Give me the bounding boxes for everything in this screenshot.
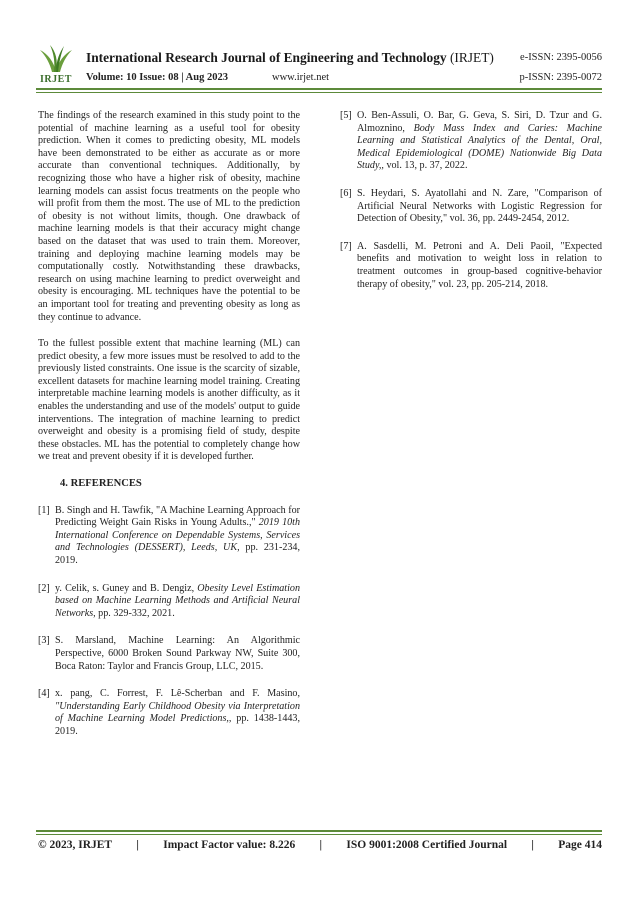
reference-item bbox=[38, 505, 300, 568]
reference-text: S. Marsland, Machine Learning: An Algorithmic Perspective, 6000 Broken Sound Parkway NW, Suite 300, Boca Raton: Taylor and Francis Group, LLC, 2015. bbox=[55, 635, 300, 672]
reference-text: B. Singh and H. Tawfik, "A Machine Learning Approach for Predicting Weight Gain Risks in Young Adults.," 2019 10th International Conference on Dependable Systems, Services and Technologies (DESSERT), Leeds, UK, pp. 231-234, 2019. bbox=[55, 504, 301, 566]
paragraph: To the fullest possible extent that machine learning (ML) can predict obesity, a few more issues must be resolved to add to the previously listed constraints. One issue is the scarcity of sizable, excellent datasets for machine learning model training. Creating interpretable machine learning models is another difficulty, as it enables the understanding and use of the models' output to guide interventions. The integration of machine learning to predict overweight and obesity is a promising field of study, despite these obstacles. ML has the potential to completely change how we treat and prevent obesity if it is developed further. bbox=[38, 338, 300, 463]
page-number: Page 414 bbox=[558, 839, 602, 851]
eissn: e-ISSN: 2395-0056 bbox=[520, 52, 602, 63]
iso-certification: ISO 9001:2008 Certified Journal bbox=[346, 839, 508, 851]
footer-rule bbox=[36, 830, 602, 832]
reference-text: y. Celik, s. Guney and B. Dengiz, Obesity Level Estimation based on Machine Learning Methods and Artificial Neural Networks, pp. 329-332, 2021. bbox=[55, 582, 300, 619]
logo-text: IRJET bbox=[40, 74, 72, 85]
reference-text: A. Sasdelli, M. Petroni and A. Deli Paoil, "Expected benefits and motivation to weight loss in relation to treatment outcomes in group-based cognitive-behavior therapy of obesity," vol. 23, pp. 205-214, 2018. bbox=[357, 240, 602, 290]
reference-item bbox=[38, 583, 300, 621]
section-heading: 4. REFERENCES bbox=[60, 478, 142, 490]
website: www.irjet.net bbox=[272, 72, 330, 83]
reference-item bbox=[340, 110, 602, 173]
reference-number: [1] bbox=[38, 504, 50, 516]
footer-separator: | bbox=[531, 839, 534, 851]
reference-number: [5] bbox=[340, 110, 352, 121]
right-column bbox=[340, 110, 602, 306]
reference-number: [4] bbox=[38, 688, 50, 700]
reference-item bbox=[38, 635, 300, 673]
footer-separator: | bbox=[136, 839, 139, 851]
page-footer bbox=[38, 839, 602, 851]
left-column bbox=[38, 110, 300, 754]
volume-issue: Volume: 10 Issue: 08 | Aug 2023 bbox=[86, 72, 228, 83]
reference-text: x. pang, C. Forrest, F. Lê-Scherban and F. Masino, "Understanding Early Childhood Obesity via Interpretation of Machine Learning Model Predictions,, pp. 1438-1443, 2019. bbox=[55, 688, 300, 737]
journal-title: International Research Journal of Engineering and Technology bbox=[86, 50, 447, 65]
reference-number: [7] bbox=[340, 240, 352, 252]
footer-rule-thin bbox=[36, 834, 602, 835]
reference-item bbox=[340, 188, 602, 226]
journal-abbr: (IRJET) bbox=[449, 50, 494, 65]
impact-factor: Impact Factor value: 8.226 bbox=[163, 839, 296, 851]
copyright: © 2023, IRJET bbox=[38, 839, 113, 851]
reference-item bbox=[38, 688, 300, 738]
reference-item bbox=[340, 241, 602, 291]
irjet-logo bbox=[36, 44, 76, 88]
footer-separator: | bbox=[319, 839, 323, 851]
header-rule bbox=[36, 88, 602, 90]
reference-number: [6] bbox=[340, 187, 352, 199]
pissn: p-ISSN: 2395-0072 bbox=[519, 72, 602, 83]
paragraph: The findings of the research examined in this study point to the potential of machine learning as a useful tool for obesity prediction. When it comes to predicting obesity, ML models have been demonstrated to be either as accurate as or more accurate than conventional techniques. Additionally, by recognizing those who have a higher risk of obesity, machine learning models can assist focus treatments on the people who will profit from them the most. The use of ML to the prediction of obesity is not without limits, though. One drawback of machine learning models is that their accuracy might change based on the dataset that was used to train them. Moreover, training and deploying machine learning models may be computationally costly. Notwithstanding these drawbacks, research on using machine learning to predict overweight and obesity is encouraging. ML techniques have the potential to be an important tool for treating and preventing obesity as long as they continue to advance. bbox=[38, 110, 300, 323]
reference-number: [3] bbox=[38, 635, 50, 647]
reference-text: S. Heydari, S. Ayatollahi and N. Zare, "Comparison of Artificial Neural Networks with Logistic Regression for Detection of Obesity," vol. 36, pp. 2449-2454, 2012. bbox=[357, 187, 602, 225]
leaf-icon bbox=[36, 44, 76, 74]
journal-name bbox=[86, 50, 494, 66]
reference-number: [2] bbox=[38, 582, 50, 594]
header-rule-thin bbox=[36, 92, 602, 93]
reference-text: O. Ben-Assuli, O. Bar, G. Geva, S. Siri, D. Tzur and G. Almoznino, Body Mass Index and Caries: Machine Learning and Statistical Analytics of the Dental, Oral, Medical Epidemiological (DOME) Nationwide Big Data Study,, vol. 13, p. 37, 2022. bbox=[357, 110, 602, 172]
